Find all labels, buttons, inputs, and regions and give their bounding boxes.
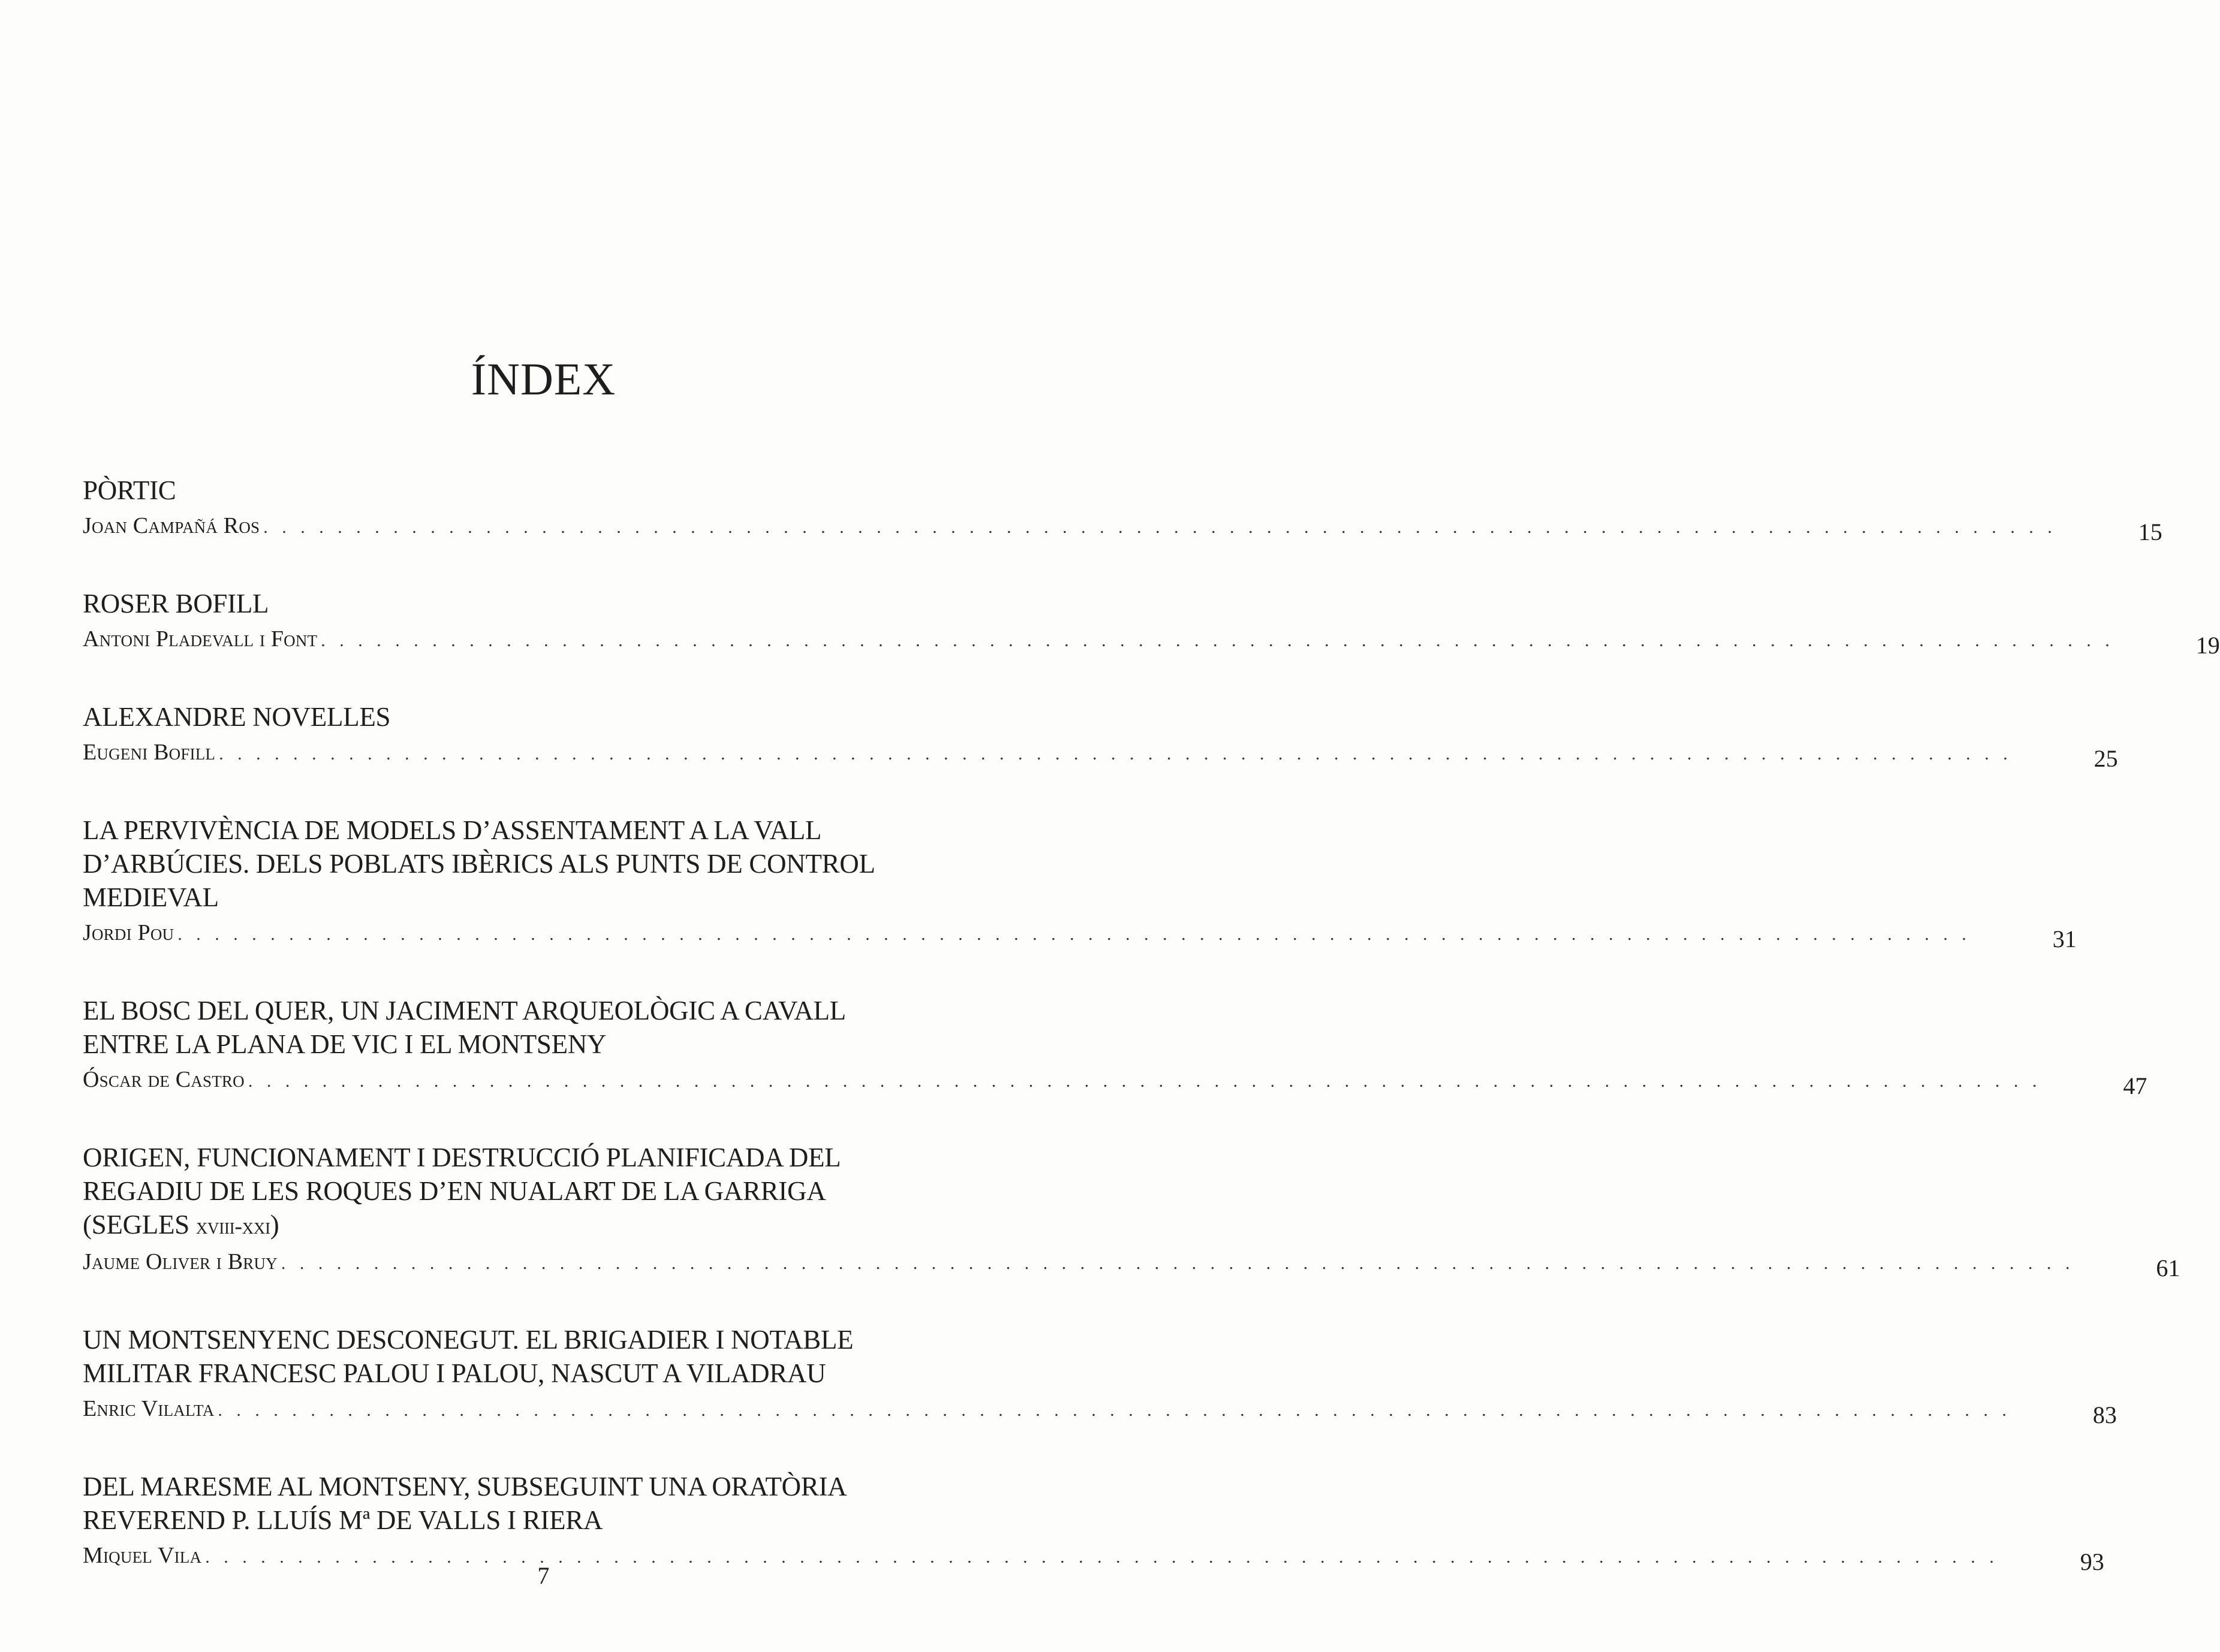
entry-page-number: 19 xyxy=(2195,632,2220,659)
entry-line xyxy=(83,1065,2147,1099)
entry-line xyxy=(83,511,2162,545)
entry-page-number: 25 xyxy=(2094,745,2118,772)
entry-author: Eugeni Bofill xyxy=(83,740,216,765)
entry-title: PÒRTIC xyxy=(83,475,176,505)
entry-author: Jaume Oliver i Bruy xyxy=(83,1249,278,1274)
toc-entry xyxy=(83,587,2220,659)
toc-entry xyxy=(83,1323,2117,1428)
dot-leader: . . . . . . . . . . . . . . . . . . . . . . . . . . . . . . . . . . . . . . . . . . . . . . . . . . . . . . . . . . . . . . . . . . . . . . . . . . . . . . . . . . . . . . . . . . . . . . . . . xyxy=(177,924,1971,944)
entry-page-number: 83 xyxy=(2092,1401,2117,1428)
entry-author: Miquel Vila xyxy=(83,1543,202,1568)
entry-title-suffix-close: ) xyxy=(270,1210,279,1240)
entry-title: EL BOSC DEL QUER, UN JACIMENT ARQUEOLÒGIC A CAVALL ENTRE LA PLANA DE VIC I EL MONTSENY xyxy=(83,996,845,1059)
toc-entry xyxy=(83,1470,2104,1575)
dot-leader: . . . . . . . . . . . . . . . . . . . . . . . . . . . . . . . . . . . . . . . . . . . . . . . . . . . . . . . . . . . . . . . . . . . . . . . . . . . . . . . . . . . . . . . . . . . . . . . . . xyxy=(281,1253,2075,1273)
entry-title xyxy=(83,1141,922,1243)
dot-leader: . . . . . . . . . . . . . . . . . . . . . . . . . . . . . . . . . . . . . . . . . . . . . . . . . . . . . . . . . . . . . . . . . . . . . . . . . . . . . . . . . . . . . . . . . . . . . . . . . xyxy=(205,1547,1999,1567)
toc-entry xyxy=(83,700,2118,772)
toc-entry xyxy=(83,1141,2180,1282)
dot-leader: . . . . . . . . . . . . . . . . . . . . . . . . . . . . . . . . . . . . . . . . . . . . . . . . . . . . . . . . . . . . . . . . . . . . . . . . . . . . . . . . . . . . . . . . . . . . . . . . . xyxy=(218,1400,2011,1420)
table-of-contents xyxy=(83,474,2220,1617)
entry-line xyxy=(83,918,2077,952)
entry-author: Jordi Pou xyxy=(83,920,174,945)
entry-page-number: 47 xyxy=(2123,1072,2147,1099)
entry-line xyxy=(83,1247,2180,1282)
dot-leader: . . . . . . . . . . . . . . . . . . . . . . . . . . . . . . . . . . . . . . . . . . . . . . . . . . . . . . . . . . . . . . . . . . . . . . . . . . . . . . . . . . . . . . . . . . . . . . . . . xyxy=(321,631,2114,650)
entry-title: ALEXANDRE NOVELLES xyxy=(83,702,391,732)
entry-page-number: 93 xyxy=(2080,1548,2104,1575)
dot-leader: . . . . . . . . . . . . . . . . . . . . . . . . . . . . . . . . . . . . . . . . . . . . . . . . . . . . . . . . . . . . . . . . . . . . . . . . . . . . . . . . . . . . . . . . . . . . . . . . . xyxy=(219,744,2013,764)
entry-page-number: 15 xyxy=(2138,518,2162,545)
entry-title: LA PERVIVÈNCIA DE MODELS D’ASSENTAMENT A LA VALL D’ARBÚCIES. DELS POBLATS IBÈRICS ALS PUNTS DE CONTROL MEDIEVAL xyxy=(83,815,875,912)
entry-author: Óscar de Castro xyxy=(83,1067,245,1092)
entry-title: UN MONTSENYENC DESCONEGUT. EL BRIGADIER I NOTABLE MILITAR FRANCESC PALOU I PALOU, NASCUT A VILADRAU xyxy=(83,1325,854,1388)
toc-entry xyxy=(83,474,2162,545)
entry-page-number: 31 xyxy=(2052,926,2077,952)
entry-title: DEL MARESME AL MONTSENY, SUBSEGUINT UNA ORATÒRIA REVEREND P. LLUÍS Mª DE VALLS I RIERA xyxy=(83,1472,845,1535)
entry-title-text: ORIGEN, FUNCIONAMENT I DESTRUCCIÓ PLANIFICADA DEL REGADIU DE LES ROQUES D’EN NUALART DE LA GARRIGA xyxy=(83,1142,840,1206)
entry-line xyxy=(83,1394,2117,1428)
entry-title-century: xviii-xxi xyxy=(195,1214,270,1239)
entry-title-suffix-open: (SEGLES xyxy=(83,1210,196,1240)
entry-author: Antoni Pladevall i Font xyxy=(83,626,318,652)
toc-entry xyxy=(83,813,2077,952)
toc-entry xyxy=(83,994,2147,1099)
entry-author: Joan Campañá Ros xyxy=(83,513,260,538)
entry-author: Enric Vilalta xyxy=(83,1396,215,1421)
entry-title: ROSER BOFILL xyxy=(83,589,269,619)
page-title: ÍNDEX xyxy=(471,354,616,405)
dot-leader: . . . . . . . . . . . . . . . . . . . . . . . . . . . . . . . . . . . . . . . . . . . . . . . . . . . . . . . . . . . . . . . . . . . . . . . . . . . . . . . . . . . . . . . . . . . . . . . . . xyxy=(248,1071,2042,1091)
dot-leader: . . . . . . . . . . . . . . . . . . . . . . . . . . . . . . . . . . . . . . . . . . . . . . . . . . . . . . . . . . . . . . . . . . . . . . . . . . . . . . . . . . . . . . . . . . . . . . . . . xyxy=(263,517,2057,537)
entry-page-number: 61 xyxy=(2156,1255,2180,1282)
entry-line xyxy=(83,624,2220,659)
entry-line xyxy=(83,737,2118,772)
page-number: 7 xyxy=(537,1562,550,1589)
